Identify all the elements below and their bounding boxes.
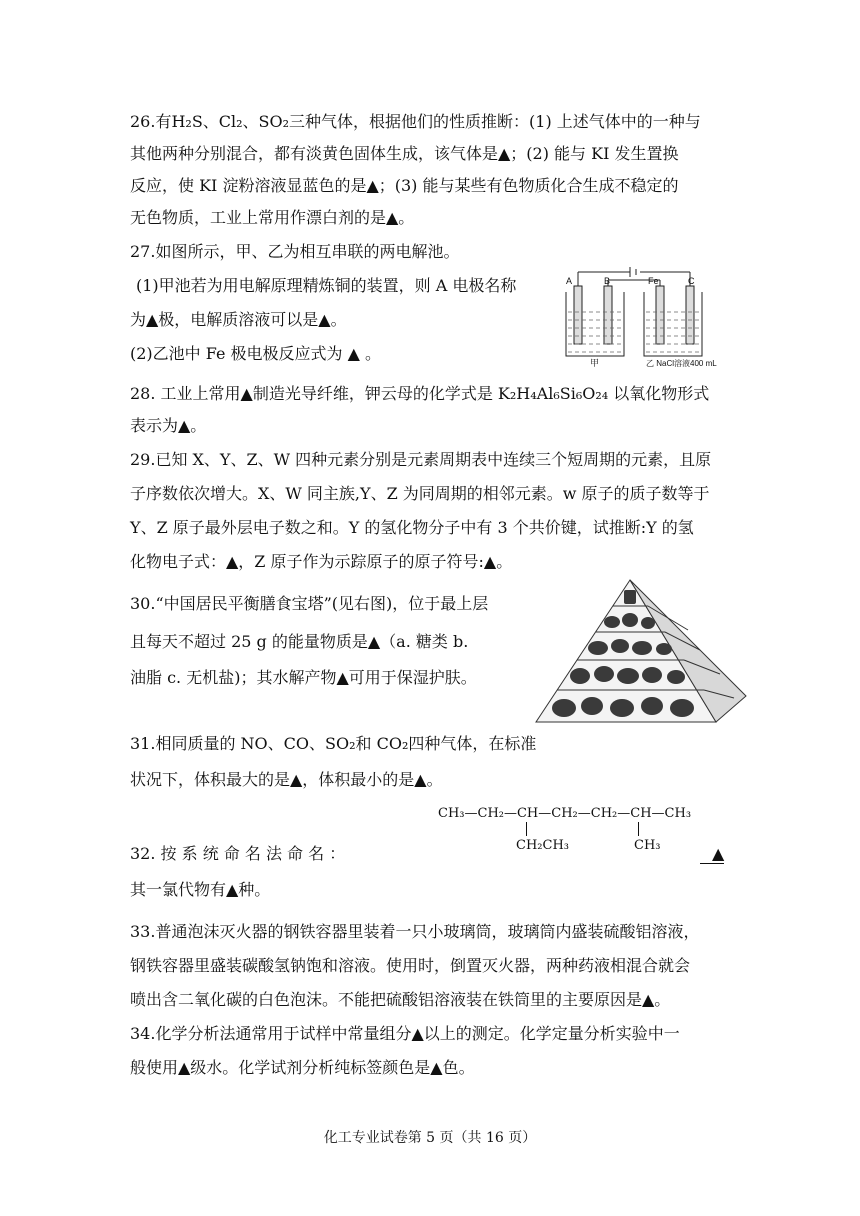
electrode-c-label: C xyxy=(688,276,695,286)
q32-answer-mark: ▲ xyxy=(700,844,724,864)
q29-line1: 29.已知 X、Y、Z、W 四种元素分别是元素周期表中连续三个短周期的元素，且原 xyxy=(130,450,712,469)
q34-line2: 般使用▲级水。化学试剂分析纯标签颜色是▲色。 xyxy=(130,1058,475,1077)
q33-line2: 钢铁容器里盛装碳酸氢钠饱和溶液。使用时，倒置灭火器，两种药液相混合就会 xyxy=(130,956,691,975)
electrolysis-diagram xyxy=(560,264,732,368)
q27-line1: 27.如图所示，甲、乙为相互串联的两电解池。 xyxy=(130,242,460,261)
food-pyramid-image xyxy=(532,578,750,728)
q32-line2: 其一氯代物有▲种。 xyxy=(130,880,271,899)
electrode-a-label: A xyxy=(566,276,573,286)
q26-line1: 26.有H₂S、Cl₂、SO₂三种气体，根据他们的性质推断：(1) 上述气体中的一种与 xyxy=(130,112,701,131)
q28-line1: 28. 工业上常用▲制造光导纤维，钾云母的化学式是 K₂H₄Al₆Si₆O₂₄ 以氧化物形式 xyxy=(130,384,710,403)
q26-line3: 反应，使 KI 淀粉溶液显蓝色的是▲；(3) 能与某些有色物质化合生成不稳定的 xyxy=(130,176,679,195)
formula-branch-methyl: CH₃ xyxy=(634,838,661,853)
q31-line2: 状况下，体积最大的是▲，体积最小的是▲。 xyxy=(130,770,443,789)
q33-line1: 33.普通泡沫灭火器的钢铁容器里装着一只小玻璃筒，玻璃筒内盛装硫酸铝溶液， xyxy=(130,922,700,941)
page-footer: 化工专业试卷第 5 页（共 16 页） xyxy=(323,1130,537,1146)
q28-line2: 表示为▲。 xyxy=(130,416,207,435)
q32-line1: 32. 按 系 统 命 名 法 命 名 ： xyxy=(130,844,346,863)
formula-branch-ethyl: CH₂CH₃ xyxy=(516,838,569,853)
q26-line2: 其他两种分别混合，都有淡黄色固体生成，该气体是▲；(2) 能与 KI 发生置换 xyxy=(130,144,679,163)
electrode-fe-label: Fe xyxy=(648,276,659,286)
q32-answer-blank xyxy=(700,838,732,870)
q33-line3: 喷出含二氧化碳的白色泡沫。不能把硫酸铝溶液装在铁筒里的主要原因是▲。 xyxy=(130,990,671,1009)
formula-bond-2 xyxy=(638,822,639,836)
q29-line4: 化物电子式：▲，Z 原子作为示踪原子的原子符号:▲。 xyxy=(130,552,513,571)
q27-line3: 为▲极，电解质溶液可以是▲。 xyxy=(130,310,347,329)
q30-line2: 且每天不超过 25 g 的能量物质是▲（a. 糖类 b. xyxy=(130,632,469,651)
formula-main-chain: CH₃—CH₂—CH—CH₂—CH₂—CH—CH₃ xyxy=(438,806,692,821)
cell-jia-label: 甲 xyxy=(590,358,600,368)
q26-line4: 无色物质，工业上常用作漂白剂的是▲。 xyxy=(130,208,415,227)
q27-line4: (2)乙池中 Fe 极电极反应式为 ▲ 。 xyxy=(130,344,382,363)
formula-bond-1 xyxy=(526,822,527,836)
q34-line1: 34.化学分析法通常用于试样中常量组分▲以上的测定。化学定量分析实验中一 xyxy=(130,1024,680,1043)
q30-line1: 30.“中国居民平衡膳食宝塔”(见右图)，位于最上层 xyxy=(130,594,489,613)
q29-line3: Y、Z 原子最外层电子数之和。Y 的氢化物分子中有 3 个共价键，试推断:Y 的氢 xyxy=(130,518,694,537)
structural-formula xyxy=(438,806,738,862)
cell-yi-label: 乙 NaCl溶液400 mL xyxy=(646,359,717,368)
q31-line1: 31.相同质量的 NO、CO、SO₂和 CO₂四种气体，在标准 xyxy=(130,734,537,753)
q27-line2: (1)甲池若为用电解原理精炼铜的装置，则 A 电极名称 xyxy=(136,276,517,295)
q29-line2: 子序数依次增大。X、W 同主族,Y、Z 为同周期的相邻元素。w 原子的质子数等于 xyxy=(130,484,710,503)
electrode-b-label: B xyxy=(604,276,611,286)
q30-line3: 油脂 c. 无机盐)；其水解产物▲可用于保湿护肤。 xyxy=(130,668,477,687)
